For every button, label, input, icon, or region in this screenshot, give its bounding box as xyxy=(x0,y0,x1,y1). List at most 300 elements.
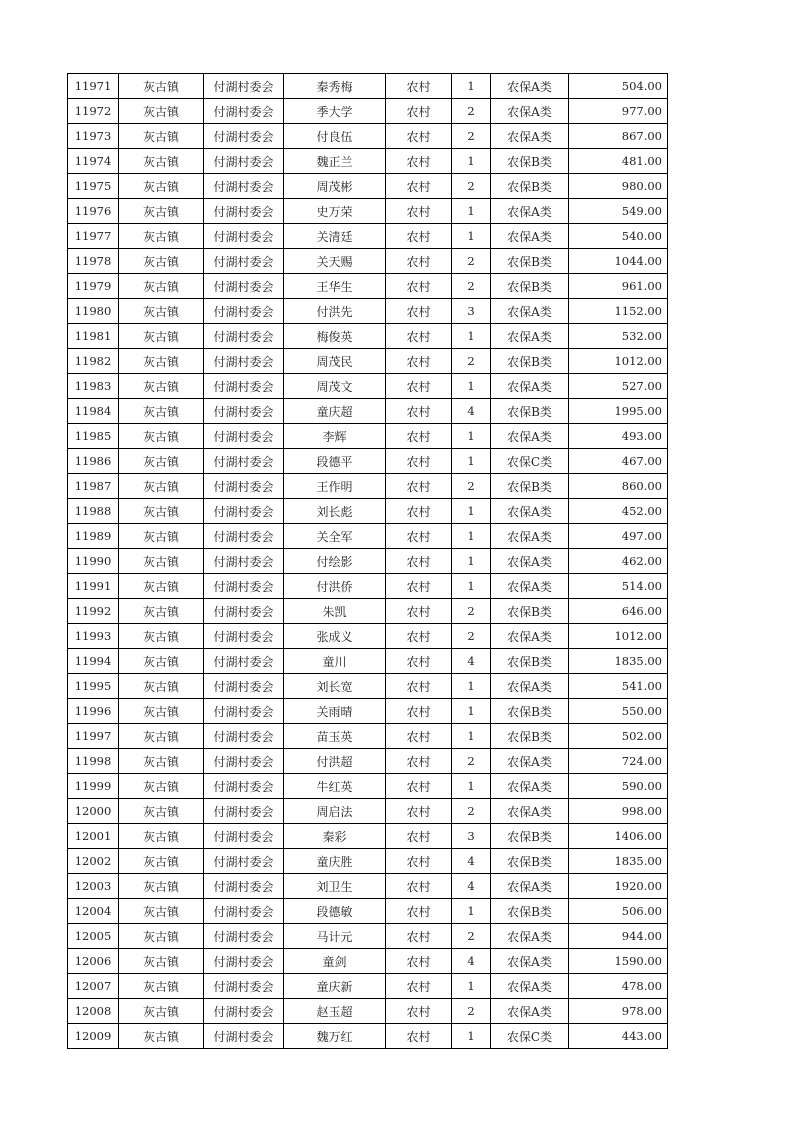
area-type-cell: 农村 xyxy=(386,724,452,749)
area-type-cell: 农村 xyxy=(386,449,452,474)
row-number-cell: 11985 xyxy=(68,424,119,449)
village-committee-cell: 付湖村委会 xyxy=(204,274,284,299)
insurance-category-cell: 农保B类 xyxy=(491,724,569,749)
village-committee-cell: 付湖村委会 xyxy=(204,299,284,324)
insurance-category-cell: 农保C类 xyxy=(491,449,569,474)
insurance-category-cell: 农保A类 xyxy=(491,774,569,799)
household-size-cell: 1 xyxy=(452,699,491,724)
person-name-cell: 付洪侨 xyxy=(284,574,386,599)
insurance-category-cell: 农保B类 xyxy=(491,849,569,874)
household-size-cell: 1 xyxy=(452,374,491,399)
row-number-cell: 11984 xyxy=(68,399,119,424)
person-name-cell: 童庆胜 xyxy=(284,849,386,874)
amount-cell: 998.00 xyxy=(569,799,668,824)
town-cell: 灰古镇 xyxy=(119,574,204,599)
village-committee-cell: 付湖村委会 xyxy=(204,249,284,274)
household-size-cell: 1 xyxy=(452,549,491,574)
person-name-cell: 童川 xyxy=(284,649,386,674)
household-size-cell: 1 xyxy=(452,149,491,174)
table-row xyxy=(68,449,668,474)
table-row xyxy=(68,174,668,199)
household-size-cell: 4 xyxy=(452,949,491,974)
table-row xyxy=(68,849,668,874)
table-row xyxy=(68,149,668,174)
insurance-category-cell: 农保B类 xyxy=(491,174,569,199)
amount-cell: 462.00 xyxy=(569,549,668,574)
village-committee-cell: 付湖村委会 xyxy=(204,424,284,449)
village-committee-cell: 付湖村委会 xyxy=(204,699,284,724)
area-type-cell: 农村 xyxy=(386,999,452,1024)
town-cell: 灰古镇 xyxy=(119,749,204,774)
table-row xyxy=(68,249,668,274)
row-number-cell: 11999 xyxy=(68,774,119,799)
person-name-cell: 马计元 xyxy=(284,924,386,949)
table-row xyxy=(68,299,668,324)
area-type-cell: 农村 xyxy=(386,699,452,724)
person-name-cell: 关全军 xyxy=(284,524,386,549)
person-name-cell: 付洪先 xyxy=(284,299,386,324)
row-number-cell: 11981 xyxy=(68,324,119,349)
town-cell: 灰古镇 xyxy=(119,974,204,999)
area-type-cell: 农村 xyxy=(386,749,452,774)
insurance-category-cell: 农保B类 xyxy=(491,599,569,624)
town-cell: 灰古镇 xyxy=(119,199,204,224)
household-size-cell: 1 xyxy=(452,199,491,224)
person-name-cell: 苗玉英 xyxy=(284,724,386,749)
table-row xyxy=(68,899,668,924)
area-type-cell: 农村 xyxy=(386,149,452,174)
insurance-category-cell: 农保B类 xyxy=(491,249,569,274)
amount-cell: 527.00 xyxy=(569,374,668,399)
town-cell: 灰古镇 xyxy=(119,699,204,724)
town-cell: 灰古镇 xyxy=(119,999,204,1024)
row-number-cell: 11993 xyxy=(68,624,119,649)
household-size-cell: 1 xyxy=(452,674,491,699)
table-row xyxy=(68,399,668,424)
table-row xyxy=(68,1024,668,1049)
amount-cell: 540.00 xyxy=(569,224,668,249)
area-type-cell: 农村 xyxy=(386,1024,452,1049)
person-name-cell: 周启法 xyxy=(284,799,386,824)
town-cell: 灰古镇 xyxy=(119,74,204,99)
person-name-cell: 王华生 xyxy=(284,274,386,299)
area-type-cell: 农村 xyxy=(386,174,452,199)
insurance-category-cell: 农保A类 xyxy=(491,949,569,974)
town-cell: 灰古镇 xyxy=(119,474,204,499)
village-committee-cell: 付湖村委会 xyxy=(204,499,284,524)
insurance-category-cell: 农保A类 xyxy=(491,749,569,774)
amount-cell: 549.00 xyxy=(569,199,668,224)
household-size-cell: 2 xyxy=(452,749,491,774)
person-name-cell: 关清廷 xyxy=(284,224,386,249)
village-committee-cell: 付湖村委会 xyxy=(204,674,284,699)
table-row xyxy=(68,524,668,549)
insurance-category-cell: 农保A类 xyxy=(491,74,569,99)
table-row xyxy=(68,949,668,974)
row-number-cell: 12004 xyxy=(68,899,119,924)
town-cell: 灰古镇 xyxy=(119,399,204,424)
village-committee-cell: 付湖村委会 xyxy=(204,199,284,224)
person-name-cell: 周茂彬 xyxy=(284,174,386,199)
amount-cell: 452.00 xyxy=(569,499,668,524)
area-type-cell: 农村 xyxy=(386,774,452,799)
row-number-cell: 12000 xyxy=(68,799,119,824)
row-number-cell: 11994 xyxy=(68,649,119,674)
area-type-cell: 农村 xyxy=(386,799,452,824)
area-type-cell: 农村 xyxy=(386,874,452,899)
table-row xyxy=(68,874,668,899)
town-cell: 灰古镇 xyxy=(119,949,204,974)
town-cell: 灰古镇 xyxy=(119,274,204,299)
village-committee-cell: 付湖村委会 xyxy=(204,1024,284,1049)
row-number-cell: 11971 xyxy=(68,74,119,99)
area-type-cell: 农村 xyxy=(386,624,452,649)
table-row xyxy=(68,774,668,799)
row-number-cell: 11973 xyxy=(68,124,119,149)
area-type-cell: 农村 xyxy=(386,524,452,549)
household-size-cell: 1 xyxy=(452,324,491,349)
table-row xyxy=(68,599,668,624)
table-row xyxy=(68,724,668,749)
person-name-cell: 付洪超 xyxy=(284,749,386,774)
insurance-category-cell: 农保B类 xyxy=(491,349,569,374)
amount-cell: 860.00 xyxy=(569,474,668,499)
amount-cell: 493.00 xyxy=(569,424,668,449)
records-table xyxy=(67,73,668,1049)
table-row xyxy=(68,799,668,824)
village-committee-cell: 付湖村委会 xyxy=(204,624,284,649)
town-cell: 灰古镇 xyxy=(119,599,204,624)
town-cell: 灰古镇 xyxy=(119,174,204,199)
row-number-cell: 11990 xyxy=(68,549,119,574)
village-committee-cell: 付湖村委会 xyxy=(204,874,284,899)
household-size-cell: 2 xyxy=(452,599,491,624)
table-row xyxy=(68,649,668,674)
town-cell: 灰古镇 xyxy=(119,324,204,349)
amount-cell: 1012.00 xyxy=(569,349,668,374)
row-number-cell: 11987 xyxy=(68,474,119,499)
row-number-cell: 11986 xyxy=(68,449,119,474)
town-cell: 灰古镇 xyxy=(119,374,204,399)
table-row xyxy=(68,374,668,399)
insurance-category-cell: 农保A类 xyxy=(491,674,569,699)
village-committee-cell: 付湖村委会 xyxy=(204,74,284,99)
town-cell: 灰古镇 xyxy=(119,424,204,449)
row-number-cell: 11980 xyxy=(68,299,119,324)
village-committee-cell: 付湖村委会 xyxy=(204,124,284,149)
row-number-cell: 12006 xyxy=(68,949,119,974)
village-committee-cell: 付湖村委会 xyxy=(204,174,284,199)
area-type-cell: 农村 xyxy=(386,924,452,949)
table-row xyxy=(68,474,668,499)
person-name-cell: 段德平 xyxy=(284,449,386,474)
village-committee-cell: 付湖村委会 xyxy=(204,999,284,1024)
person-name-cell: 刘长彪 xyxy=(284,499,386,524)
household-size-cell: 1 xyxy=(452,449,491,474)
row-number-cell: 11991 xyxy=(68,574,119,599)
table-row xyxy=(68,124,668,149)
row-number-cell: 11976 xyxy=(68,199,119,224)
household-size-cell: 4 xyxy=(452,649,491,674)
town-cell: 灰古镇 xyxy=(119,624,204,649)
town-cell: 灰古镇 xyxy=(119,149,204,174)
row-number-cell: 11997 xyxy=(68,724,119,749)
village-committee-cell: 付湖村委会 xyxy=(204,99,284,124)
row-number-cell: 12003 xyxy=(68,874,119,899)
insurance-category-cell: 农保A类 xyxy=(491,374,569,399)
person-name-cell: 赵玉超 xyxy=(284,999,386,1024)
area-type-cell: 农村 xyxy=(386,274,452,299)
table-row xyxy=(68,749,668,774)
village-committee-cell: 付湖村委会 xyxy=(204,349,284,374)
insurance-category-cell: 农保A类 xyxy=(491,199,569,224)
amount-cell: 980.00 xyxy=(569,174,668,199)
household-size-cell: 1 xyxy=(452,1024,491,1049)
household-size-cell: 1 xyxy=(452,724,491,749)
amount-cell: 1152.00 xyxy=(569,299,668,324)
town-cell: 灰古镇 xyxy=(119,499,204,524)
household-size-cell: 4 xyxy=(452,399,491,424)
insurance-category-cell: 农保A类 xyxy=(491,299,569,324)
household-size-cell: 3 xyxy=(452,299,491,324)
insurance-category-cell: 农保A类 xyxy=(491,624,569,649)
village-committee-cell: 付湖村委会 xyxy=(204,724,284,749)
row-number-cell: 12005 xyxy=(68,924,119,949)
amount-cell: 467.00 xyxy=(569,449,668,474)
area-type-cell: 农村 xyxy=(386,249,452,274)
town-cell: 灰古镇 xyxy=(119,674,204,699)
village-committee-cell: 付湖村委会 xyxy=(204,949,284,974)
person-name-cell: 关雨晴 xyxy=(284,699,386,724)
area-type-cell: 农村 xyxy=(386,124,452,149)
table-body xyxy=(68,74,668,1049)
person-name-cell: 付良伍 xyxy=(284,124,386,149)
area-type-cell: 农村 xyxy=(386,574,452,599)
insurance-category-cell: 农保A类 xyxy=(491,999,569,1024)
row-number-cell: 12008 xyxy=(68,999,119,1024)
table-row xyxy=(68,99,668,124)
person-name-cell: 秦彩 xyxy=(284,824,386,849)
insurance-category-cell: 农保C类 xyxy=(491,1024,569,1049)
area-type-cell: 农村 xyxy=(386,299,452,324)
household-size-cell: 1 xyxy=(452,899,491,924)
person-name-cell: 段德敏 xyxy=(284,899,386,924)
town-cell: 灰古镇 xyxy=(119,124,204,149)
household-size-cell: 2 xyxy=(452,474,491,499)
table-row xyxy=(68,424,668,449)
village-committee-cell: 付湖村委会 xyxy=(204,799,284,824)
row-number-cell: 12001 xyxy=(68,824,119,849)
area-type-cell: 农村 xyxy=(386,849,452,874)
amount-cell: 978.00 xyxy=(569,999,668,1024)
row-number-cell: 11977 xyxy=(68,224,119,249)
amount-cell: 944.00 xyxy=(569,924,668,949)
row-number-cell: 11992 xyxy=(68,599,119,624)
table-row xyxy=(68,274,668,299)
table-row xyxy=(68,574,668,599)
amount-cell: 977.00 xyxy=(569,99,668,124)
amount-cell: 1406.00 xyxy=(569,824,668,849)
household-size-cell: 2 xyxy=(452,99,491,124)
household-size-cell: 2 xyxy=(452,174,491,199)
town-cell: 灰古镇 xyxy=(119,724,204,749)
person-name-cell: 周茂文 xyxy=(284,374,386,399)
village-committee-cell: 付湖村委会 xyxy=(204,749,284,774)
amount-cell: 514.00 xyxy=(569,574,668,599)
town-cell: 灰古镇 xyxy=(119,524,204,549)
town-cell: 灰古镇 xyxy=(119,549,204,574)
insurance-category-cell: 农保A类 xyxy=(491,224,569,249)
insurance-category-cell: 农保B类 xyxy=(491,474,569,499)
amount-cell: 590.00 xyxy=(569,774,668,799)
household-size-cell: 2 xyxy=(452,349,491,374)
person-name-cell: 童庆新 xyxy=(284,974,386,999)
area-type-cell: 农村 xyxy=(386,399,452,424)
area-type-cell: 农村 xyxy=(386,974,452,999)
household-size-cell: 1 xyxy=(452,424,491,449)
insurance-category-cell: 农保A类 xyxy=(491,524,569,549)
row-number-cell: 11979 xyxy=(68,274,119,299)
village-committee-cell: 付湖村委会 xyxy=(204,524,284,549)
town-cell: 灰古镇 xyxy=(119,799,204,824)
household-size-cell: 1 xyxy=(452,574,491,599)
area-type-cell: 农村 xyxy=(386,324,452,349)
table-row xyxy=(68,824,668,849)
amount-cell: 1995.00 xyxy=(569,399,668,424)
insurance-category-cell: 农保A类 xyxy=(491,874,569,899)
amount-cell: 1920.00 xyxy=(569,874,668,899)
person-name-cell: 周茂民 xyxy=(284,349,386,374)
person-name-cell: 朱凯 xyxy=(284,599,386,624)
village-committee-cell: 付湖村委会 xyxy=(204,149,284,174)
row-number-cell: 12002 xyxy=(68,849,119,874)
person-name-cell: 刘卫生 xyxy=(284,874,386,899)
area-type-cell: 农村 xyxy=(386,899,452,924)
amount-cell: 1835.00 xyxy=(569,649,668,674)
amount-cell: 506.00 xyxy=(569,899,668,924)
town-cell: 灰古镇 xyxy=(119,99,204,124)
amount-cell: 504.00 xyxy=(569,74,668,99)
household-size-cell: 1 xyxy=(452,74,491,99)
table-row xyxy=(68,924,668,949)
area-type-cell: 农村 xyxy=(386,424,452,449)
village-committee-cell: 付湖村委会 xyxy=(204,899,284,924)
town-cell: 灰古镇 xyxy=(119,349,204,374)
area-type-cell: 农村 xyxy=(386,374,452,399)
household-size-cell: 1 xyxy=(452,774,491,799)
person-name-cell: 秦秀梅 xyxy=(284,74,386,99)
row-number-cell: 11998 xyxy=(68,749,119,774)
insurance-category-cell: 农保B类 xyxy=(491,149,569,174)
row-number-cell: 11996 xyxy=(68,699,119,724)
amount-cell: 1590.00 xyxy=(569,949,668,974)
village-committee-cell: 付湖村委会 xyxy=(204,599,284,624)
amount-cell: 502.00 xyxy=(569,724,668,749)
household-size-cell: 2 xyxy=(452,274,491,299)
insurance-category-cell: 农保B类 xyxy=(491,399,569,424)
person-name-cell: 李辉 xyxy=(284,424,386,449)
village-committee-cell: 付湖村委会 xyxy=(204,849,284,874)
area-type-cell: 农村 xyxy=(386,599,452,624)
person-name-cell: 季大学 xyxy=(284,99,386,124)
household-size-cell: 3 xyxy=(452,824,491,849)
household-size-cell: 2 xyxy=(452,924,491,949)
town-cell: 灰古镇 xyxy=(119,774,204,799)
insurance-category-cell: 农保A类 xyxy=(491,549,569,574)
insurance-category-cell: 农保A类 xyxy=(491,424,569,449)
amount-cell: 532.00 xyxy=(569,324,668,349)
village-committee-cell: 付湖村委会 xyxy=(204,824,284,849)
town-cell: 灰古镇 xyxy=(119,824,204,849)
person-name-cell: 史万荣 xyxy=(284,199,386,224)
person-name-cell: 魏万红 xyxy=(284,1024,386,1049)
person-name-cell: 刘长宽 xyxy=(284,674,386,699)
amount-cell: 541.00 xyxy=(569,674,668,699)
person-name-cell: 王作明 xyxy=(284,474,386,499)
table-row xyxy=(68,549,668,574)
insurance-category-cell: 农保A类 xyxy=(491,799,569,824)
village-committee-cell: 付湖村委会 xyxy=(204,549,284,574)
household-size-cell: 2 xyxy=(452,799,491,824)
insurance-category-cell: 农保B类 xyxy=(491,899,569,924)
row-number-cell: 11988 xyxy=(68,499,119,524)
row-number-cell: 11983 xyxy=(68,374,119,399)
area-type-cell: 农村 xyxy=(386,74,452,99)
row-number-cell: 11972 xyxy=(68,99,119,124)
amount-cell: 443.00 xyxy=(569,1024,668,1049)
area-type-cell: 农村 xyxy=(386,99,452,124)
person-name-cell: 张成义 xyxy=(284,624,386,649)
household-size-cell: 2 xyxy=(452,124,491,149)
insurance-category-cell: 农保A类 xyxy=(491,124,569,149)
village-committee-cell: 付湖村委会 xyxy=(204,974,284,999)
town-cell: 灰古镇 xyxy=(119,1024,204,1049)
village-committee-cell: 付湖村委会 xyxy=(204,374,284,399)
amount-cell: 646.00 xyxy=(569,599,668,624)
amount-cell: 1044.00 xyxy=(569,249,668,274)
table-row xyxy=(68,224,668,249)
insurance-category-cell: 农保A类 xyxy=(491,499,569,524)
town-cell: 灰古镇 xyxy=(119,874,204,899)
table-row xyxy=(68,199,668,224)
table-row xyxy=(68,349,668,374)
person-name-cell: 魏正兰 xyxy=(284,149,386,174)
household-size-cell: 4 xyxy=(452,874,491,899)
area-type-cell: 农村 xyxy=(386,349,452,374)
amount-cell: 961.00 xyxy=(569,274,668,299)
amount-cell: 550.00 xyxy=(569,699,668,724)
insurance-category-cell: 农保A类 xyxy=(491,974,569,999)
village-committee-cell: 付湖村委会 xyxy=(204,399,284,424)
village-committee-cell: 付湖村委会 xyxy=(204,449,284,474)
person-name-cell: 付绘影 xyxy=(284,549,386,574)
area-type-cell: 农村 xyxy=(386,224,452,249)
amount-cell: 481.00 xyxy=(569,149,668,174)
table-row xyxy=(68,974,668,999)
household-size-cell: 2 xyxy=(452,999,491,1024)
person-name-cell: 童庆超 xyxy=(284,399,386,424)
village-committee-cell: 付湖村委会 xyxy=(204,324,284,349)
town-cell: 灰古镇 xyxy=(119,899,204,924)
village-committee-cell: 付湖村委会 xyxy=(204,924,284,949)
village-committee-cell: 付湖村委会 xyxy=(204,774,284,799)
household-size-cell: 1 xyxy=(452,224,491,249)
row-number-cell: 12007 xyxy=(68,974,119,999)
amount-cell: 724.00 xyxy=(569,749,668,774)
person-name-cell: 关天赐 xyxy=(284,249,386,274)
amount-cell: 1835.00 xyxy=(569,849,668,874)
insurance-category-cell: 农保B类 xyxy=(491,649,569,674)
